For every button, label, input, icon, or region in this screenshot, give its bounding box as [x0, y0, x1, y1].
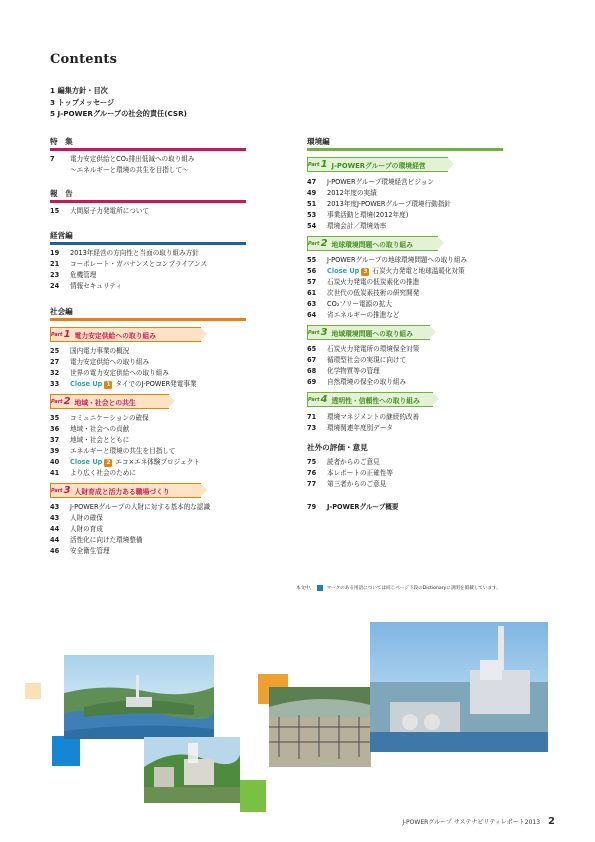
section-report — [50, 188, 250, 217]
decor-square — [240, 780, 266, 812]
footer-title: J-POWERグループ サステナビリティレポート2013 — [402, 819, 541, 826]
part-header[interactable]: Part 1 J-POWERグループの環境経営 — [307, 157, 448, 172]
decor-square — [52, 736, 80, 766]
toc-row[interactable]: 68 化学物質等の管理 — [307, 367, 380, 375]
toc-row[interactable]: 67 循環型社会の実現に向けて — [307, 356, 407, 364]
section-heading: 報 告 — [50, 189, 73, 198]
toc-row[interactable]: 57 石炭火力発電の低炭素化の推進 — [307, 278, 420, 286]
photo-island-plant — [64, 655, 214, 739]
chevron-right-icon — [169, 395, 175, 407]
section-heading: 環境編 — [307, 137, 330, 146]
toc-row[interactable]: 71 環境マネジメントの継続的改善 — [307, 413, 420, 421]
intro-item[interactable]: 3 トップメッセージ — [50, 97, 115, 107]
toc-row[interactable]: 36 地域・社会への貢献 — [50, 425, 130, 433]
part-header[interactable]: Part 3 地域環境問題への取り組み — [307, 325, 430, 340]
toc-row[interactable]: 27 電力安定供給への取り組み — [50, 358, 150, 366]
intro-item[interactable]: 5 J-POWERグループの社会的責任(CSR) — [50, 109, 187, 118]
toc-row[interactable]: 46 安全衛生管理 — [50, 547, 110, 555]
section-external — [307, 442, 547, 490]
dictionary-note: 本文中、 マークのある用語については同じページ下段のDictionaryに説明を掲載しています。 — [296, 586, 501, 591]
toc-row[interactable]: 19 2013年経営の方向性と当面の取り組み方針 — [50, 249, 199, 257]
toc-row[interactable]: 56 Close Up 3 石炭火力発電と地球温暖化対策 — [307, 267, 465, 275]
intro-list — [50, 85, 187, 120]
page-title: Contents — [50, 52, 118, 67]
part-header[interactable]: Part 3 人財育成と活力ある職場づくり — [50, 483, 201, 498]
chevron-right-icon — [430, 326, 436, 338]
closeup-badge: Close Up 3 — [327, 267, 368, 275]
closeup-badge: Close Up 1 — [70, 380, 111, 388]
toc-row[interactable]: 43 J-POWERグループの人財に対する基本的な認識 — [50, 503, 211, 511]
closeup-badge: Close Up 2 — [70, 458, 111, 466]
photo-geothermal-plant — [144, 737, 240, 803]
toc-row[interactable]: ～エネルギーと環境の共生を目指して～ — [70, 166, 189, 174]
part-header[interactable]: Part 2 地域・社会との共生 — [50, 394, 169, 409]
chevron-right-icon — [438, 237, 444, 249]
photo-coal-power-plant — [370, 622, 548, 752]
chevron-right-icon — [201, 328, 207, 340]
section-divider — [50, 318, 246, 321]
section-divider — [50, 148, 246, 151]
toc-row[interactable]: 73 環境関連年度別データ — [307, 424, 393, 432]
toc-row[interactable]: 35 コミュニケーションの確保 — [50, 414, 149, 422]
toc-row[interactable]: 39 エネルギーと環境の共生を目指して — [50, 447, 176, 455]
left-column — [50, 136, 250, 557]
section-divider — [50, 242, 246, 245]
toc-row[interactable]: 69 自然環境の保全の取り組み — [307, 378, 407, 386]
toc-row[interactable]: 51 2013年度J-POWERグループ環境行動指針 — [307, 200, 451, 208]
toc-row[interactable]: 54 環境会計／環境効率 — [307, 222, 387, 230]
toc-row[interactable]: 23 危機管理 — [50, 271, 97, 279]
toc-row[interactable]: 32 世界の電力安定供給への取り組み — [50, 369, 169, 377]
dictionary-mark-icon — [317, 585, 323, 591]
chevron-right-icon — [433, 393, 439, 405]
toc-row[interactable]: 76 本レポートの正確性等 — [307, 469, 393, 477]
toc-row[interactable]: 15 大間原子力発電所について — [50, 207, 149, 215]
section-divider — [50, 200, 246, 203]
toc-row[interactable]: 37 地域・社会とともに — [50, 436, 130, 444]
part-header[interactable]: Part 1 電力安定供給への取り組み — [50, 327, 201, 342]
toc-row[interactable]: 44 人財の育成 — [50, 525, 103, 533]
toc-row[interactable]: 55 J-POWERグループの地球環境問題への取り組み — [307, 256, 468, 264]
part-header[interactable]: Part 4 透明性・信頼性への取り組み — [307, 392, 433, 407]
section-heading: 社会編 — [50, 307, 73, 316]
section-heading: 経営編 — [50, 231, 73, 240]
toc-row-overview[interactable]: 79 J-POWERグループ概要 — [307, 503, 399, 511]
decor-square — [25, 683, 41, 699]
toc-row[interactable]: 75 読者からのご意見 — [307, 458, 380, 466]
toc-row[interactable]: 64 省エネルギーの推進など — [307, 311, 400, 319]
chevron-right-icon — [448, 158, 454, 170]
chevron-right-icon — [201, 484, 207, 496]
toc-row[interactable]: 7 電力安定供給とCO₂排出低減への取り組み — [50, 155, 195, 163]
section-divider — [307, 148, 503, 151]
right-column — [307, 136, 547, 513]
toc-row[interactable]: 43 人財の確保 — [50, 514, 103, 522]
section-heading: 特 集 — [50, 137, 73, 146]
toc-row[interactable]: 65 石炭火力発電所の環境保全対策 — [307, 345, 420, 353]
toc-row[interactable]: 61 次世代の低炭素技術の研究開発 — [307, 289, 420, 297]
toc-row[interactable]: 25 国内電力事業の概況 — [50, 347, 130, 355]
toc-row[interactable]: 44 活性化に向けた環境整備 — [50, 536, 143, 544]
part-header[interactable]: Part 2 地球環境問題への取り組み — [307, 236, 438, 251]
toc-row[interactable]: 41 より広く社会のために — [50, 469, 136, 477]
toc-row[interactable]: 49 2012年度の実績 — [307, 189, 377, 197]
toc-row[interactable]: 24 情報セキュリティ — [50, 282, 123, 290]
page-number: 2 — [548, 816, 555, 827]
toc-row[interactable]: 40 Close Up 2 エコ×エネ体験プロジェクト — [50, 458, 200, 466]
page-footer — [402, 816, 555, 827]
toc-row[interactable]: 77 第三者からのご意見 — [307, 480, 387, 488]
intro-item[interactable]: 1 編集方針・目次 — [50, 86, 108, 95]
section-management — [50, 230, 250, 292]
toc-row[interactable]: 63 CO₂フリー電源の拡大 — [307, 300, 392, 308]
toc-row[interactable]: 21 コーポレート・ガバナンスとコンプライアンス — [50, 260, 208, 268]
section-society — [50, 306, 250, 557]
toc-row[interactable]: 47 J-POWERグループ環境経営ビジョン — [307, 178, 434, 186]
toc-row[interactable]: 33 Close Up 1 タイでのJ-POWER発電事業 — [50, 380, 197, 388]
photo-substation — [269, 687, 371, 767]
toc-row[interactable]: 53 事業活動と環境(2012年度) — [307, 211, 409, 219]
section-feature — [50, 136, 250, 176]
section-heading: 社外の評価・意見 — [307, 443, 368, 452]
